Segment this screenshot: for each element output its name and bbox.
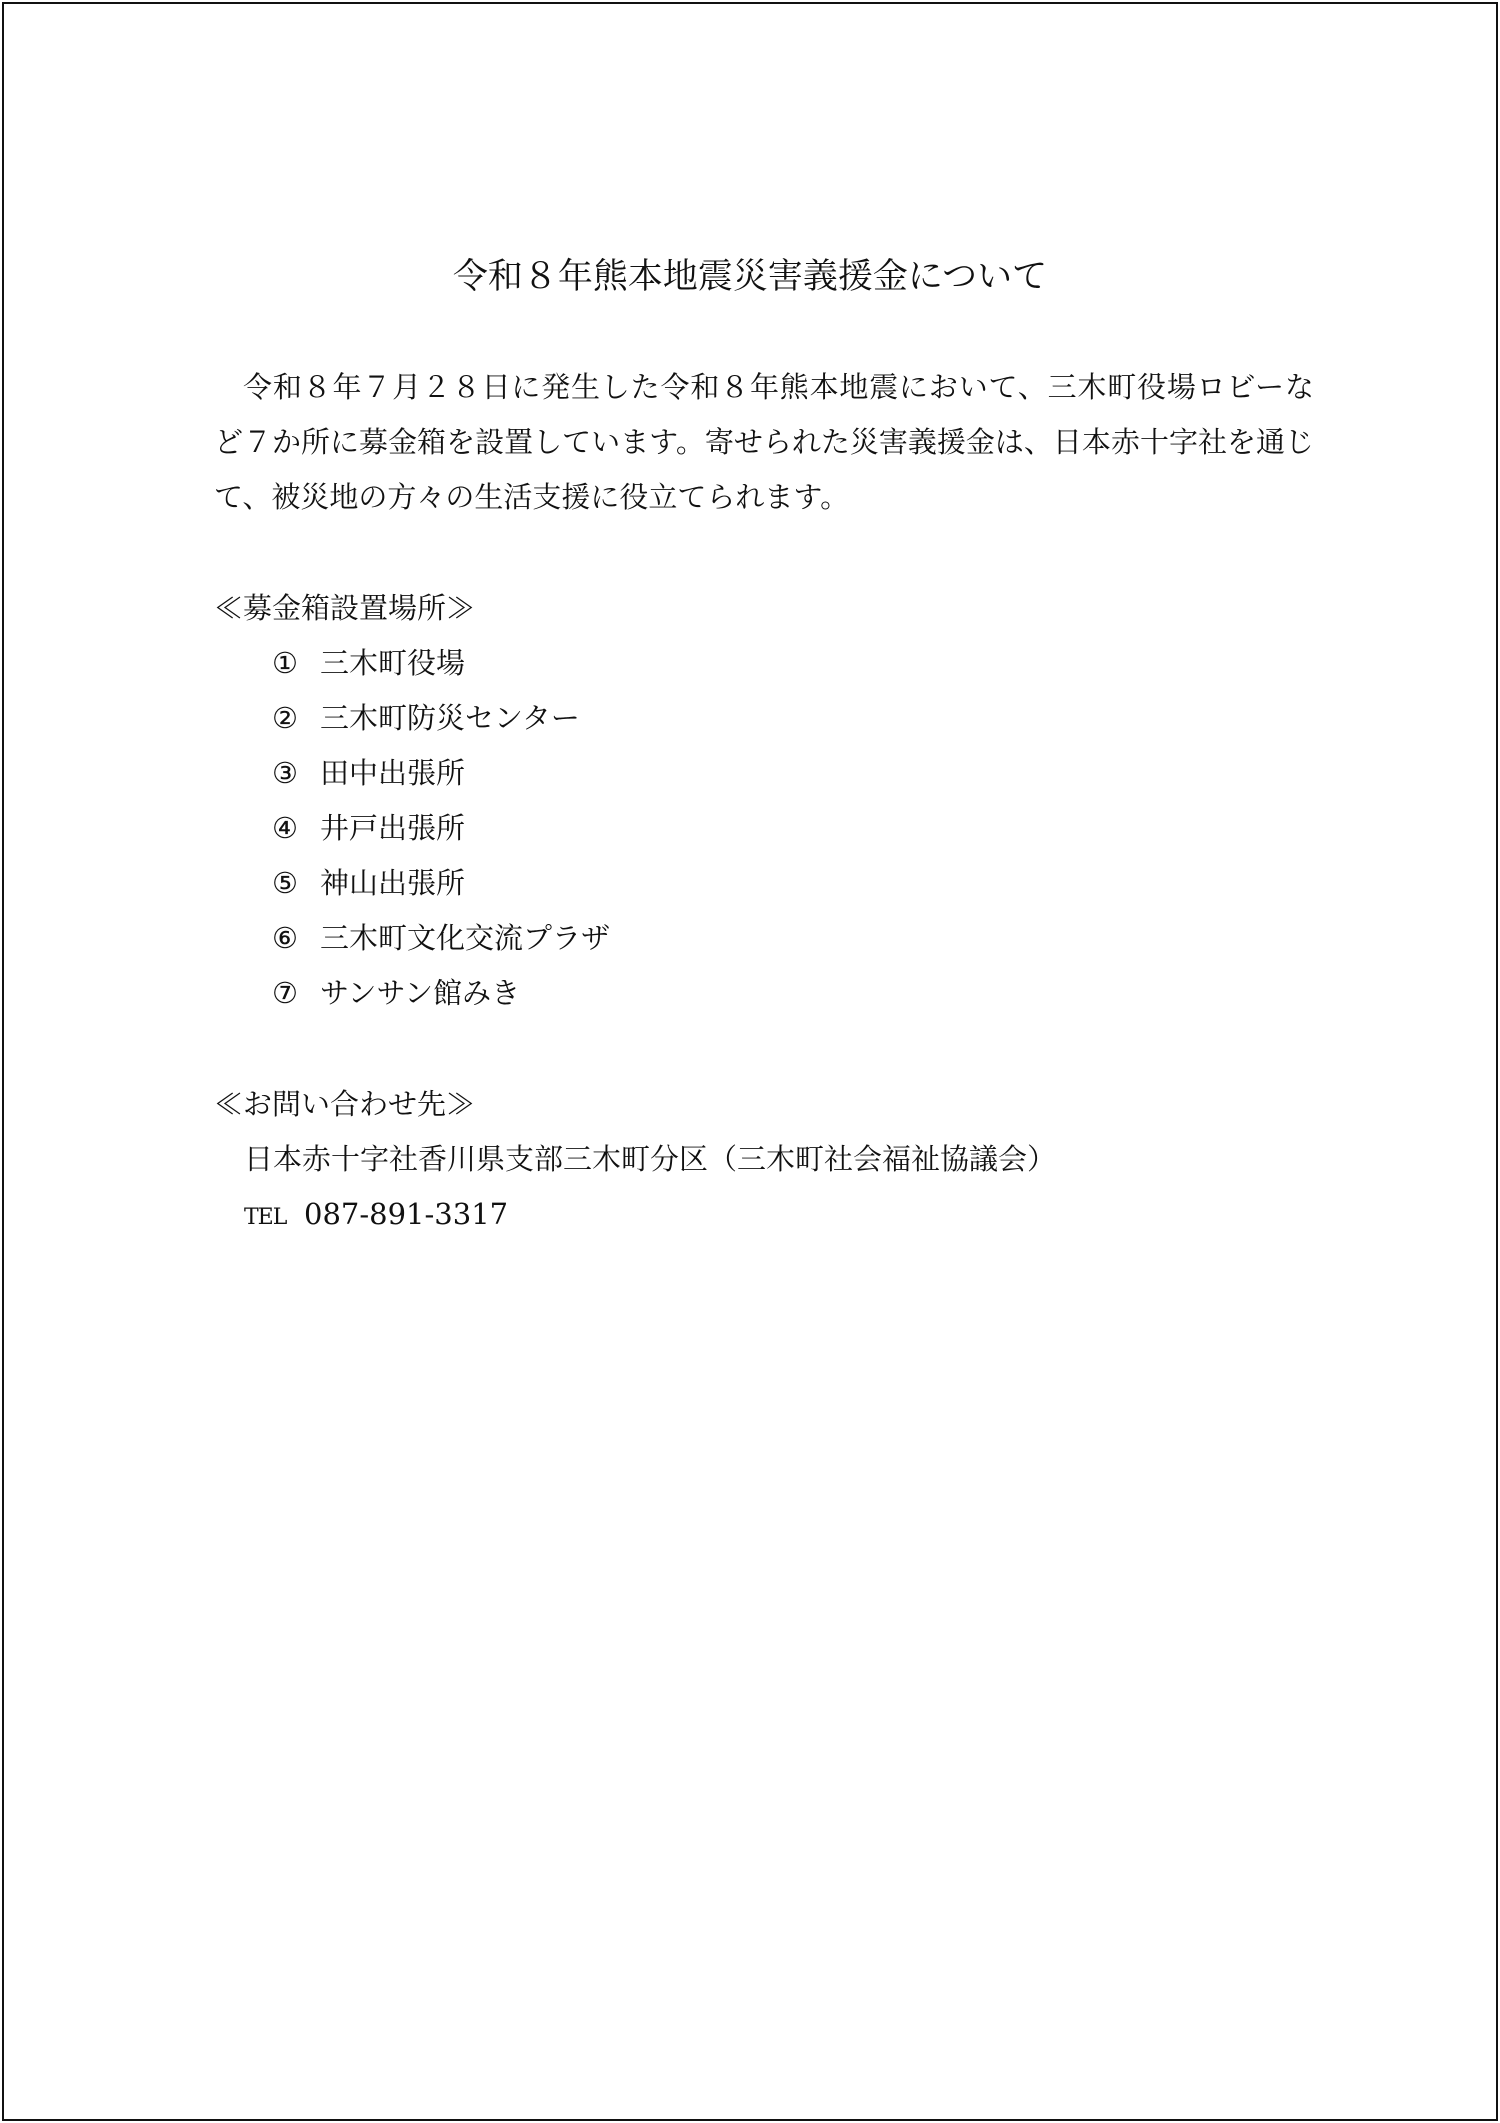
- item-number: ⑤: [272, 866, 298, 900]
- location-name: 田中出張所: [320, 756, 466, 790]
- body-paragraph: 令和８年７月２８日に発生した令和８年熊本地震において、三木町役場ロビーなど７か所に募金箱を設置しています。寄せられた災害義援金は、日本赤十字社を通じて、被災地の方々の生活支援に役立てられます。: [214, 370, 1314, 514]
- location-name: サンサン館みき: [320, 976, 521, 1010]
- location-name: 三木町役場: [320, 646, 466, 680]
- list-item: [272, 636, 610, 691]
- item-number: ④: [272, 811, 298, 845]
- location-name: 三木町防災センター: [320, 701, 580, 735]
- location-name: 井戸出張所: [320, 811, 466, 845]
- contact-phone: [244, 1187, 508, 1245]
- locations-heading: ≪募金箱設置場所≫: [214, 591, 476, 625]
- phone-number: 087-891-3317: [304, 1197, 509, 1231]
- locations-list: [272, 636, 610, 1021]
- contact-organization: 日本赤十字社香川県支部三木町分区（三木町社会福祉協議会）: [244, 1142, 1057, 1176]
- item-number: ②: [272, 701, 298, 735]
- item-number: ①: [272, 646, 298, 680]
- item-number: ③: [272, 756, 298, 790]
- list-item: [272, 911, 610, 966]
- item-number: ⑥: [272, 921, 298, 955]
- list-item: [272, 746, 610, 801]
- location-name: 三木町文化交流プラザ: [320, 921, 611, 955]
- item-number: ⑦: [272, 976, 298, 1010]
- tel-label: TEL: [244, 1205, 287, 1230]
- list-item: [272, 801, 610, 856]
- document-title: 令和８年熊本地震災害義援金について: [452, 257, 1048, 297]
- list-item: [272, 856, 610, 911]
- contact-heading: ≪お問い合わせ先≫: [214, 1087, 476, 1121]
- location-name: 神山出張所: [320, 866, 466, 900]
- list-item: [272, 966, 610, 1021]
- page-border: [2, 2, 1498, 2121]
- list-item: [272, 691, 610, 746]
